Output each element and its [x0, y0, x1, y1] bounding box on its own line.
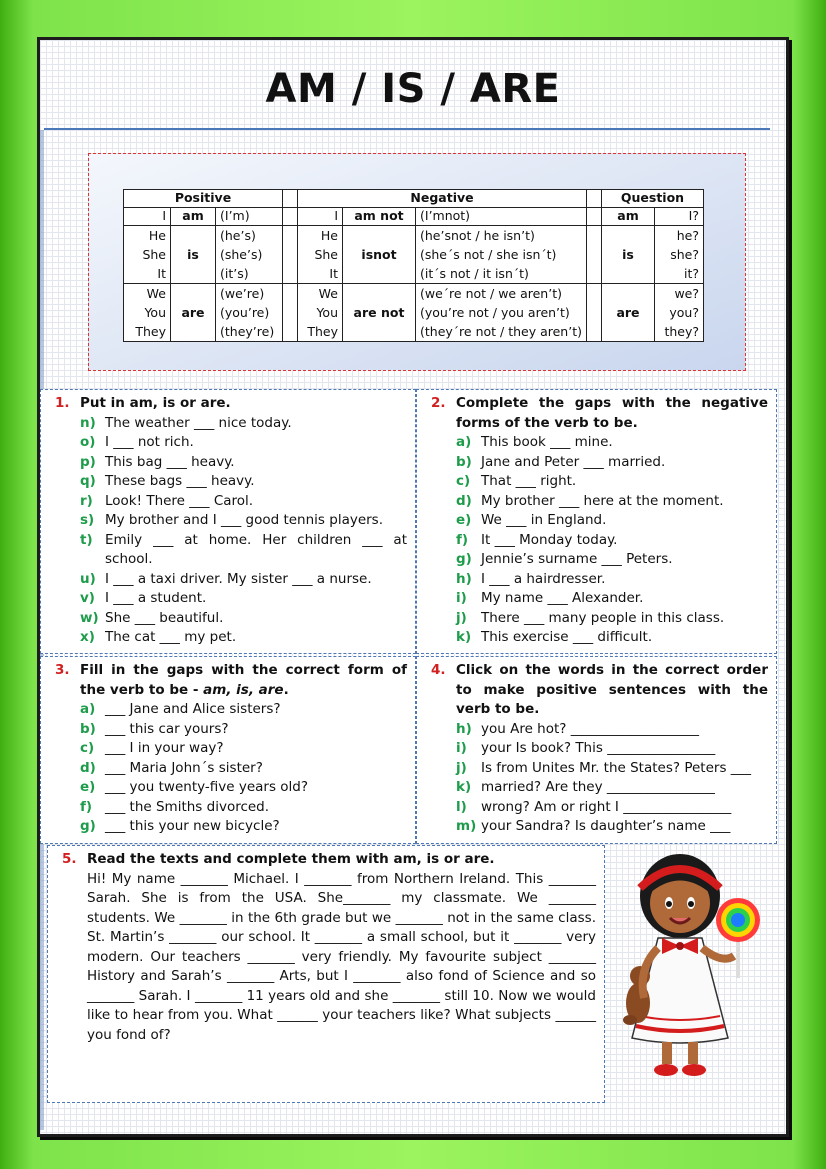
- contraction: (they´re not / they aren’t): [420, 324, 582, 339]
- exercise-item: [80, 414, 407, 434]
- item-text: ___ the Smiths divorced.: [105, 798, 270, 815]
- item-letter: f): [456, 531, 469, 548]
- exercise-item: [80, 511, 407, 531]
- pronoun-cell: [655, 226, 704, 284]
- pronoun: She: [142, 247, 166, 262]
- exercise-item: [456, 453, 768, 473]
- exercise-3: [40, 656, 416, 844]
- exercise-item: [456, 472, 768, 492]
- pronoun-cell: [124, 284, 171, 342]
- item-letter: a): [456, 434, 472, 450]
- item-letter: s): [80, 512, 95, 528]
- contraction: (we’re): [220, 286, 265, 301]
- pronoun: She: [314, 247, 338, 262]
- girl-with-lollipop-illustration: [618, 848, 768, 1080]
- spacer-cell: [587, 226, 602, 284]
- exercise-number: 5.: [62, 851, 77, 867]
- item-text[interactable]: you Are hot? ___________________: [481, 720, 699, 737]
- contraction-cell: (I’m): [216, 208, 283, 226]
- exercise-instruction: Complete the gaps with the negative forms of the verb to be.: [456, 395, 768, 431]
- item-text: She ___ beautiful.: [105, 609, 224, 626]
- item-letter: u): [80, 570, 96, 587]
- pronoun: she?: [670, 247, 699, 262]
- exercise-1: [40, 389, 416, 654]
- contraction: (she’s): [220, 247, 263, 262]
- item-letter: t): [80, 531, 93, 548]
- contraction: (it´s not / it isn´t): [420, 266, 529, 281]
- exercise-instruction: Click on the words in the correct order to make positive sentences with the verb to be.: [456, 662, 768, 717]
- header-negative: Negative: [298, 190, 587, 208]
- exercise-3-title: 3. Fill in the gaps with the correct form of the verb to be - am, is, are.: [55, 662, 407, 698]
- item-text: I ___ a taxi driver. My sister ___ a nurse.: [105, 570, 372, 587]
- item-letter: c): [80, 740, 95, 756]
- exercise-item: [456, 628, 768, 648]
- contraction: (you’re not / you aren’t): [420, 305, 570, 320]
- item-letter: d): [80, 759, 96, 776]
- item-letter: p): [80, 453, 96, 470]
- contraction: (it’s): [220, 266, 249, 281]
- item-text: I ___ a hairdresser.: [481, 570, 606, 587]
- exercise-instruction: Read the texts and complete them with am, is or are.: [87, 851, 495, 867]
- verb-cell: am: [171, 208, 216, 226]
- exercise-item: [456, 511, 768, 531]
- item-text: The weather ___ nice today.: [105, 414, 292, 431]
- item-text: My name ___ Alexander.: [481, 590, 644, 606]
- pronoun: It: [329, 266, 338, 281]
- pronoun: He: [320, 228, 338, 243]
- exercise-instruction: Put in am, is or are.: [80, 395, 231, 411]
- exercise-2: [416, 389, 777, 654]
- spacer-cell: [283, 208, 298, 226]
- exercise-item: [80, 739, 407, 759]
- pronoun: We: [146, 286, 166, 301]
- item-text: There ___ many people in this class.: [481, 609, 725, 626]
- verb-cell: are not: [343, 284, 416, 342]
- contraction: (he’snot / he isn’t): [420, 228, 535, 243]
- item-letter: h): [456, 570, 472, 587]
- verb-cell: are: [602, 284, 655, 342]
- item-text: ___ Jane and Alice sisters?: [105, 701, 281, 717]
- exercise-item: [456, 817, 768, 837]
- pronoun-cell: [124, 226, 171, 284]
- exercise-item: [456, 550, 768, 570]
- item-text: ___ this your new bicycle?: [105, 818, 280, 834]
- contraction: (they’re): [220, 324, 275, 339]
- pronoun: you?: [669, 305, 699, 320]
- exercise-item: [456, 739, 768, 759]
- item-text: Emily ___ at home. Her children ___ at school.: [105, 531, 407, 567]
- contraction: (he’s): [220, 228, 256, 243]
- item-text[interactable]: married? Are they ________________: [481, 779, 715, 795]
- exercise-item: [80, 492, 407, 512]
- pronoun-cell: [298, 226, 343, 284]
- item-text: ___ this car yours?: [105, 720, 229, 737]
- exercise-item: [80, 817, 407, 837]
- exercise-instruction-forms: am, is, are: [203, 681, 284, 698]
- spacer-cell: [587, 208, 602, 226]
- exercise-2-list: [433, 433, 768, 648]
- exercise-item: [456, 798, 768, 818]
- item-text: Look! There ___ Carol.: [105, 492, 254, 509]
- exercise-item: [80, 628, 407, 648]
- exercise-item: [80, 798, 407, 818]
- exercise-item: [80, 778, 407, 798]
- exercise-item: [80, 433, 407, 453]
- item-letter: w): [80, 609, 99, 626]
- exercise-item: [80, 589, 407, 609]
- exercise-5: [47, 845, 605, 1103]
- item-text: My brother and I ___ good tennis players.: [105, 512, 384, 528]
- exercise-item: [456, 759, 768, 779]
- exercise-1-list: [57, 414, 407, 648]
- exercise-item: [456, 778, 768, 798]
- item-letter: l): [456, 798, 467, 815]
- item-letter: b): [456, 453, 472, 470]
- contraction-cell: [416, 284, 587, 342]
- item-text: My brother ___ here at the moment.: [481, 492, 724, 509]
- item-letter: g): [80, 818, 96, 834]
- exercise-item: [456, 609, 768, 629]
- spacer-cell: [283, 226, 298, 284]
- verb-cell: are: [171, 284, 216, 342]
- item-letter: c): [456, 473, 471, 489]
- exercise-4: [416, 656, 777, 844]
- verb-cell: am not: [343, 208, 416, 226]
- pronoun: He: [148, 228, 166, 243]
- exercise-item: [80, 531, 407, 570]
- exercise-item: [80, 472, 407, 492]
- pronoun: They: [307, 324, 338, 339]
- item-letter: v): [80, 590, 95, 606]
- item-text: The cat ___ my pet.: [105, 629, 237, 645]
- pronoun-cell: I: [124, 208, 171, 226]
- item-text[interactable]: Is from Unites Mr. the States? Peters ___: [481, 759, 752, 776]
- exercise-item: [80, 700, 407, 720]
- exercise-item: [80, 720, 407, 740]
- item-text[interactable]: your Is book? This ________________: [481, 740, 716, 756]
- spacer-cell: [283, 284, 298, 342]
- item-letter: i): [456, 590, 467, 606]
- item-text[interactable]: wrong? Am or right I ________________: [481, 798, 732, 815]
- grammar-table: [123, 189, 704, 342]
- pronoun: it?: [683, 266, 699, 281]
- pronoun-cell: I: [298, 208, 343, 226]
- exercise-5-title: [64, 850, 596, 870]
- exercise-item: [456, 531, 768, 551]
- item-letter: q): [80, 473, 96, 489]
- exercise-4-list: [433, 720, 768, 837]
- item-letter: e): [80, 779, 96, 795]
- pronoun: We: [318, 286, 338, 301]
- verb-cell: isnot: [343, 226, 416, 284]
- exercise-item: [456, 720, 768, 740]
- exercise-item: [80, 759, 407, 779]
- header-question: Question: [602, 190, 704, 208]
- exercise-2-title: [433, 394, 768, 433]
- exercise-4-title: [433, 661, 768, 720]
- exercise-item: [80, 570, 407, 590]
- item-letter: d): [456, 492, 472, 509]
- item-text: That ___ right.: [481, 473, 577, 489]
- contraction: (we´re not / we aren’t): [420, 286, 562, 301]
- item-letter: o): [80, 434, 96, 450]
- exercise-number: 1.: [55, 395, 70, 411]
- item-text: This exercise ___ difficult.: [481, 629, 653, 645]
- contraction: (you’re): [220, 305, 270, 320]
- item-letter: h): [456, 720, 472, 737]
- item-text: ___ Maria John´s sister?: [105, 759, 263, 776]
- item-text: This bag ___ heavy.: [105, 453, 235, 470]
- exercise-item: [456, 492, 768, 512]
- item-letter: f): [80, 798, 93, 815]
- contraction: (she´s not / she isn´t): [420, 247, 557, 262]
- item-letter: b): [80, 720, 96, 737]
- item-letter: m): [456, 818, 477, 834]
- pronoun: They: [135, 324, 166, 339]
- verb-cell: is: [602, 226, 655, 284]
- item-text: This book ___ mine.: [481, 434, 613, 450]
- header-positive: Positive: [124, 190, 283, 208]
- spacer-cell: [587, 284, 602, 342]
- exercise-number: 2.: [431, 395, 446, 411]
- item-letter: k): [456, 629, 472, 645]
- exercise-item: [456, 570, 768, 590]
- item-letter: n): [80, 414, 96, 431]
- reading-text: Hi! My name _______ Michael. I _______ from Northern Ireland. This _______ Sarah. She is from the USA. She_______ my classmate. We _______ students. We _______ in the 6th grade but we _______ not in the same class. St. Martin’s _______ our school. It _______ a small school, but it _______ very modern. Our teachers _______ very friendly. My favourite subject _______ History and Sarah’s _______ Arts, but I _______ also fond of Science and so _______ Sarah. I _______ 11 years old and she _______ still 10. Now we would like to hear from you. What ______ your teachers like? What subjects ______ you fond of?: [87, 870, 596, 1043]
- item-text: Jane and Peter ___ married.: [481, 453, 666, 470]
- pronoun: You: [316, 305, 338, 320]
- item-letter: r): [80, 492, 93, 509]
- item-text: I ___ not rich.: [105, 434, 194, 450]
- contraction-cell: [216, 284, 283, 342]
- spacer-cell: [283, 190, 298, 208]
- verb-cell: is: [171, 226, 216, 284]
- pronoun: we?: [674, 286, 699, 301]
- exercise-3-list: [57, 700, 407, 837]
- exercise-item: [456, 589, 768, 609]
- pronoun-cell: [298, 284, 343, 342]
- item-letter: j): [456, 759, 467, 776]
- item-text[interactable]: your Sandra? Is daughter’s name ___: [481, 818, 731, 834]
- pronoun: he?: [676, 228, 699, 243]
- verb-cell: am: [602, 208, 655, 226]
- title-divider: [44, 128, 770, 130]
- exercise-item: [456, 433, 768, 453]
- contraction-cell: [216, 226, 283, 284]
- exercise-item: [80, 609, 407, 629]
- exercise-number: 4.: [431, 662, 446, 678]
- pronoun: You: [144, 305, 166, 320]
- contraction-cell: [416, 226, 587, 284]
- item-text: ___ I in your way?: [105, 740, 224, 756]
- item-letter: x): [80, 629, 95, 645]
- item-text: Jennie’s surname ___ Peters.: [481, 551, 673, 567]
- item-letter: g): [456, 551, 472, 567]
- item-letter: e): [456, 512, 472, 528]
- item-letter: a): [80, 701, 96, 717]
- item-text: We ___ in England.: [481, 512, 607, 528]
- item-text: It ___ Monday today.: [481, 531, 618, 548]
- item-text: ___ you twenty-five years old?: [105, 779, 309, 795]
- pronoun-cell: I?: [655, 208, 704, 226]
- pronoun: they?: [664, 324, 699, 339]
- item-letter: k): [456, 779, 472, 795]
- spacer-cell: [587, 190, 602, 208]
- page-title: AM / IS / ARE: [265, 66, 561, 112]
- exercise-number: 3.: [55, 662, 70, 678]
- item-letter: i): [456, 740, 467, 756]
- item-text: These bags ___ heavy.: [105, 473, 255, 489]
- exercise-instruction: Fill in the gaps with the correct form of the verb to be -: [80, 662, 407, 698]
- pronoun-cell: [655, 284, 704, 342]
- exercise-1-title: [57, 394, 407, 414]
- item-letter: j): [456, 609, 467, 626]
- contraction-cell: (I’mnot): [416, 208, 587, 226]
- pronoun: It: [157, 266, 166, 281]
- item-text: I ___ a student.: [105, 590, 207, 606]
- exercise-item: [80, 453, 407, 473]
